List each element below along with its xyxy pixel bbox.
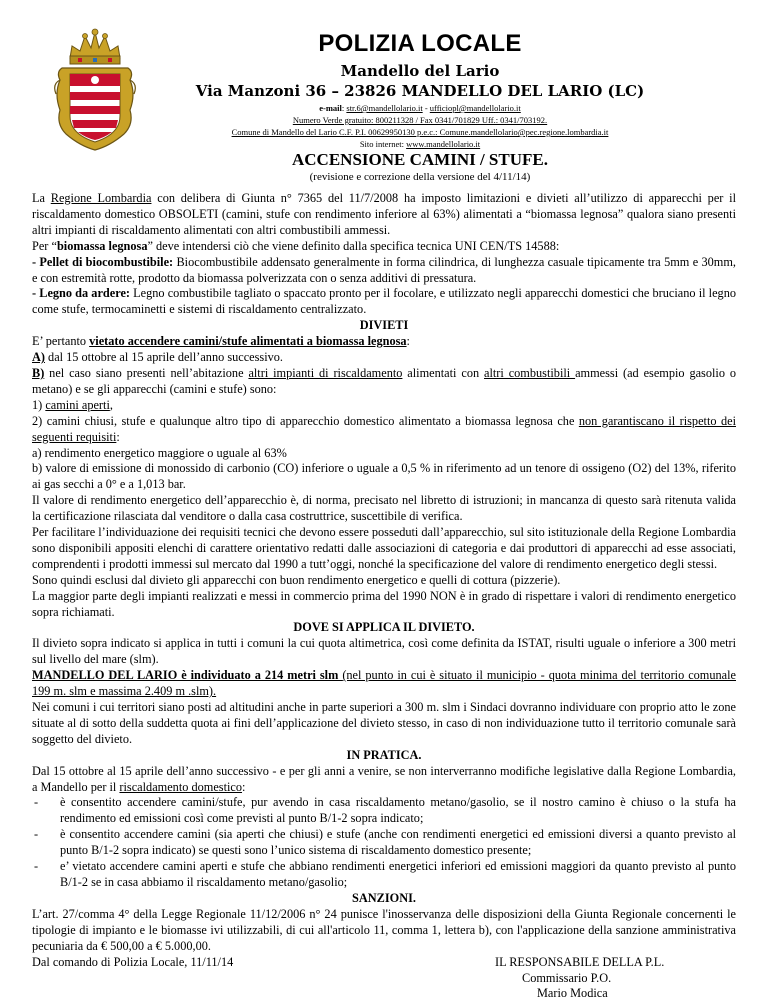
rule-b: B) nel caso siano presenti nell’abitazione altri impianti di riscaldamento alimentati con altri combustibili ammessi (ad esempio gasolio o metano) e se gli apparecchi (camini e stufe) sono: bbox=[32, 365, 737, 396]
issue-date: Dal comando di Polizia Locale, 11/11/14 bbox=[32, 954, 234, 969]
rule-a: A) dal 15 ottobre al 15 aprile dell’anno successivo. bbox=[32, 350, 283, 365]
exclusions-paragraph: Sono quindi esclusi dal divieto gli apparecchi con buon rendimento energetico e quelli di cottura (pizzerie). bbox=[32, 572, 561, 587]
requirement-b: b) valore di emissione di monossido di carbonio (CO) inferiore o uguale a 0,5 % in riferimento ad un tenore di ossigeno (O2) del 13%, riferito ai gas secchi a 0° e a 1,013 bar. bbox=[32, 461, 736, 492]
list-item: - è consentito accendere camini (sia aperti che chiusi) e stufe (anche con rendimenti energetici ed emissioni diversi a quanto previsto al punto B/1-2 sopra indicato) se questi sono l’unico sistema di riscaldamento domestico presente; bbox=[34, 827, 736, 858]
crown-icon bbox=[70, 29, 120, 64]
office-address: Via Manzoni 36 – 23826 MANDELLO DEL LARIO (LC) bbox=[195, 82, 645, 100]
firewood-definition: - Legno da ardere: Legno combustibile tagliato o spaccato pronto per il focolare, e utilizzato negli apparecchi domestici che bruciano il legno come stufe, termocaminetti e sistemi di riscaldamento centralizzato. bbox=[32, 286, 736, 317]
email-link-main[interactable]: str.6@mandellolario.it bbox=[346, 103, 423, 113]
heading-pratica: IN PRATICA. bbox=[346, 747, 422, 762]
municipalities-paragraph: Nei comuni i cui territori siano posti ad altitudini anche in parte superiori a 300 m. slm i Sindaci dovranno individuare con proprio atto le zone situate al di sotto della suddetta quota ai fini dell’applicazione del divieto stesso, in caso di non individuazione tutto il territorio comunale sarà soggetto del divieto. bbox=[32, 700, 736, 746]
revision-note: (revisione e correzione della versione del 4/11/14) bbox=[309, 171, 531, 183]
prohibition-statement: E’ pertanto vietato accendere camini/stufe alimentati a biomassa legnosa: bbox=[32, 334, 410, 349]
list-item: - è consentito accendere camini/stufe, pur avendo in casa riscaldamento metano/gasolio, se il nostro camino è chiuso o la stufa ha rendimento ed emissioni così come previsti al punto B/1-2 sopra indicato; bbox=[34, 795, 736, 826]
sanctions-paragraph: L’art. 27/comma 4° della Legge Regionale 11/12/2006 n° 24 punisce l'inosservanza delle disposizioni della Giunta Regionale concernenti le tipologie di impianto e le biomasse ivi utilizzabili, di cui all'articolo 11, comma 1, lettera b), con l'applicazione della sanzione amministrativa pecuniaria da € 500,00 a € 5.000,00. bbox=[32, 906, 736, 953]
email-label: e-mail bbox=[319, 103, 342, 113]
email-line: e-mail: str.6@mandellolario.it - ufficiopl@mandellolario.it bbox=[319, 103, 521, 113]
page-title: POLIZIA LOCALE bbox=[318, 30, 522, 57]
heading-divieti: DIVIETI bbox=[359, 318, 409, 333]
email-link-alt[interactable]: ufficiopl@mandellolario.it bbox=[429, 103, 521, 113]
shield-icon bbox=[55, 68, 136, 150]
scope-paragraph: Il divieto sopra indicato si applica in tutti i comuni la cui quota altimetrica, così come definita da ISTAT, risulti uguale o inferiore a 300 metri sul livello del mare (slm). bbox=[32, 636, 736, 667]
definition-paragraph: Per “biomassa legnosa” deve intendersi ciò che viene definito dalla specifica tecnica UNI CEN/TS 14588: bbox=[32, 238, 560, 253]
requirement-a: a) rendimento energetico maggiore o uguale al 63% bbox=[32, 445, 287, 460]
town-name: Mandello del Lario bbox=[340, 62, 500, 80]
item-2: 2) camini chiusi, stufe e qualunque altro tipo di apparecchio domestico alimentato a biomassa legnosa che non garantiscano il rispetto dei seguenti requisiti: bbox=[32, 413, 736, 444]
signature-row bbox=[32, 955, 736, 971]
phone-line: Numero Verde gratuito: 800211328 / Fax 0341/701829 Uff.: 0341/703192. bbox=[292, 115, 548, 125]
document-title: ACCENSIONE CAMINI / STUFE. bbox=[292, 150, 548, 169]
mandello-altitude: MANDELLO DEL LARIO è individuato a 214 metri slm (nel punto in cui è situato il municipio - quota minima del territorio comunale 199 m. slm e massima 2.409 m .slm). bbox=[32, 668, 736, 699]
region-link-text: Regione Lombardia bbox=[50, 191, 152, 205]
document-body bbox=[32, 191, 736, 1002]
website-line bbox=[160, 138, 680, 150]
website-link[interactable]: www.mandellolario.it bbox=[406, 139, 481, 149]
lists-paragraph: Per facilitare l’individuazione dei requisiti tecnici che devono essere posseduti dall’apparecchio, sul sito istituzionale della Regione Lombardia sono disponibili appositi elenchi di carattere orientativo redatti dalle associazioni di categoria e dai produttori di apparecchi ad esse associati, comprendenti i prodotti immessi sul mercato dal 1990 a tutt’oggi, nonché la specificazione del valore di rendimento energetico degli stessi. bbox=[32, 525, 736, 571]
heading-sanzioni: SANZIONI. bbox=[352, 890, 416, 905]
signer-name: Mario Modica bbox=[537, 986, 608, 1001]
signer-role: Commissario P.O. bbox=[522, 970, 612, 985]
efficiency-paragraph: Il valore di rendimento energetico dell’apparecchio è, di norma, precisato nel libretto di istruzioni; in mancanza di questo sarà ritenuta valida la certificazione rilasciata dal venditore o dalla casa costruttrice, suscettibile di verifica. bbox=[32, 493, 736, 524]
pre1990-paragraph: La maggior parte degli impianti realizzati e messi in commercio prima del 1990 NON è in grado di rispettare i valori di rendimento energetico sopra richiamati. bbox=[32, 588, 736, 619]
practice-paragraph: Dal 15 ottobre al 15 aprile dell’anno successivo - e per gli anni a venire, se non interverranno modifiche legislative dalla Regione Lombardia, a Mandello per il riscaldamento domestico: bbox=[32, 763, 736, 794]
coat-of-arms-logo bbox=[52, 24, 138, 160]
list-item: - e’ vietato accendere camini aperti e stufe che abbiano rendimenti energetici inferiori ed emissioni maggiori da quanto previsto al punto B/1-2 se in casa abbiamo il riscaldamento metano/gasolio; bbox=[34, 859, 736, 889]
item-1: 1) camini aperti, bbox=[32, 397, 113, 412]
intro-paragraph: La Regione Lombardia con delibera di Giunta n° 7365 del 11/7/2008 ha imposto limitazioni e divieti all’utilizzo di apparecchi per il riscaldamento domestico OBSOLETI (camini, stufe con rendimento inferiore al 63%) alimentati a “biomassa legnosa” qualora siano presenti altri impianti di riscaldamento alimentati con altri combustibili ammessi. bbox=[32, 191, 736, 237]
heading-dove: DOVE SI APPLICA IL DIVIETO. bbox=[293, 620, 475, 635]
pellet-definition: - Pellet di biocombustibile: Biocombustibile addensato generalmente in forma cilindrica, di lunghezza casuale tipicamente tra 5mm e 30mm, e con estremità rotte, prodotto da biomassa polverizzata con o senza additivi di pressatura. bbox=[32, 254, 736, 285]
signer-title: IL RESPONSABILE DELLA P.L. bbox=[495, 954, 665, 969]
email-separator: - bbox=[422, 103, 430, 113]
fiscal-pec-line: Comune di Mandello del Lario C.F. P.I. 00629950130 p.e.c.: Comune.mandellolario@pec.regione.lombardia.it bbox=[231, 127, 609, 137]
website-label: Sito internet: bbox=[359, 139, 404, 149]
